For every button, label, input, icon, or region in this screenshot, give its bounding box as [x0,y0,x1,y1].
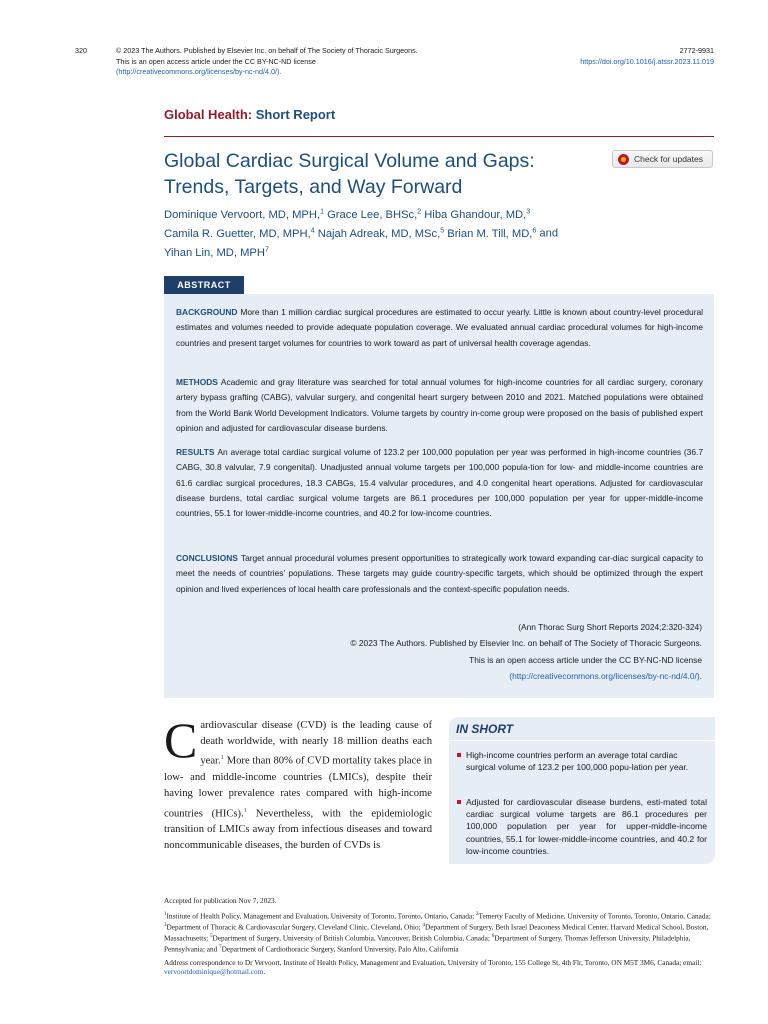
abstract-background [176,305,703,351]
abstract-license-end: . [699,670,702,681]
author[interactable]: Hiba Ghandour, MD,$^3$ [424,208,531,221]
background-text: More than 1 million cardiac surgical procedures are estimated to occur yearly. Little is known about country-level procedural estimates and volumes needed to provide adequate population coverage. We evaluated annual cardiac procedural volumes for high-income countries and present target volumes for countries to work toward as part of universal health coverage agendas. [176,307,703,348]
author[interactable]: Dominique Vervoort, MD, MPH,$^1$ [164,208,324,221]
authors-and: and [539,227,559,240]
bullet-square-icon [457,753,461,757]
header-ids [580,46,714,67]
intro-text-c: Nevertheless, with the epidemiologic transition of LMICs away from infectious diseases and toward noncommunicable diseases, the burden of CVDs is [164,808,432,852]
abstract-methods [176,375,703,436]
title-line-2: Trends, Targets, and Way Forward [164,176,463,198]
in-short-divider [449,740,715,741]
abstract-citation-block [222,619,702,684]
title-divider [164,136,714,137]
section-main: Global Health: [164,107,253,122]
results-text: An average total cardiac surgical volume of 123.2 per 100,000 population per year was performed in high-income countries (36.7 CABG, 30.8 valvular, 7.9 congenital). Unadjusted annual volume targets per 100,000 popula-tion for low- and middle-income countries are 61.6 cardiac surgical procedures, 18.3 CABGs, 15.4 valvular procedures, and 4.0 congenital heart operations. Adjusted for cardiovascular disease burdens, total cardiac surgical volume targets are 86.1 procedures per 100,000 population per year for upper-middle-income countries, 55.1 for lower-middle-income countries, and 40.2 for low-income countries. [176,447,703,519]
author[interactable]: Grace Lee, BHSc,$^2$ [327,208,422,221]
in-short-title: IN SHORT [456,722,514,736]
abstract-label: ABSTRACT [164,276,244,294]
header-license-block [116,46,516,78]
header-license-link[interactable]: (http://creativecommons.org/licenses/by-nc-nd/4.0/). [116,67,282,76]
background-heading: BACKGROUND [176,307,238,317]
email-link[interactable]: vervoortdominique@hotmail.com [164,967,264,977]
intro-text-b: More than 80% of CVD mortality takes place in low- and middle-income countries (LMICs), despite their having lower prevalence rates compared with high-income countries (HICs). [164,755,432,820]
methods-text: Academic and gray literature was searched for total annual volumes for high-income countries for all cardiac surgery, coronary artery bypass grafting (CABG), valvular surgery, and congenital heart surgery between 2010 and 2021. Matched populations were obtained from the World Bank World Development Indicators. Volume targets by country in-come group were proposed on the basis of published expert opinion and adjusted for cardiovascular disease burdens. [176,377,703,433]
footnotes [164,896,716,981]
header-copyright: © 2023 The Authors. Published by Elsevier Inc. on behalf of The Society of Thoracic Surgeons. [116,46,418,55]
article-title [164,148,604,200]
author[interactable]: Najah Adreak, MD, MSc,$^5$ [317,227,445,240]
conclusions-text: Target annual procedural volumes present opportunities to strategically work toward expanding car-diac surgical capacity to meet the needs of countries’ populations. These targets may guide country-specific targets, which should be optimized through the expert opinion and lived experiences of local health care professionals and the context-specific population needs. [176,553,703,594]
bullet-square-icon [457,800,461,804]
check-for-updates-label: Check for updates [634,154,703,164]
author[interactable]: Camila R. Guetter, MD, MPH,$^4$ [164,227,315,240]
intro-text-a: ardiovascular disease (CVD) is the leading cause of death worldwide, with nearly 18 million deaths each year. [200,720,432,767]
affiliations: $^1$Institute of Health Policy, Management and Evaluation, University of Toronto, Toronto, Ontario, Canada; $^2$Temerty Faculty of Medicine, University of Toronto, Toronto, Ontario, Canada; $^3$Department of Thoracic & Cardiovascular Surgery, Cleveland Clinic, Cleveland, Ohio; $^4$Department of Surgery, Beth Israel Deaconess Medical Center, Harvard Medical School, Boston, Massachusetts; $^5$Department of Surgery, University of British Columbia, Vancouver, British Columbia, Canada; $^6$Department of Surgery, Thomas Jefferson University, Philadelphia, Pennsylvania; and $^7$Department of Cardiothoracic Surgery, Stanford University, Palo Alto, California [164,911,711,954]
header-license: This is an open access article under the CC BY-NC-ND license [116,56,316,66]
reference-link[interactable]: 1 [220,754,224,762]
section-sub: Short Report [255,107,336,122]
abstract-copyright: © 2023 The Authors. Published by Elsevier Inc. on behalf of The Society of Thoracic Surgeons. [350,638,702,649]
methods-heading: METHODS [176,377,218,387]
in-short-bullet [457,749,707,773]
results-heading: RESULTS [176,447,215,457]
in-short-bullet [457,796,707,857]
author[interactable]: Yihan Lin, MD, MPH$^7$ [164,246,269,260]
bullet-text: High-income countries perform an average total cardiac surgical volume of 123.2 per 100,000 popu-lation per year. [466,750,689,773]
drop-cap: C [164,712,198,768]
correspondence: Address correspondence to Dr Vervoort, Institute of Health Policy, Management and Evaluation, University of Toronto, 155 College St, 4th Flr, Toronto, ON M5T 3M6, Canada; email: vervoortdominique@hotmail.com. [164,957,702,977]
abstract-results [176,445,703,521]
crossmark-icon [618,154,629,165]
journal-citation: (Ann Thorac Surg Short Reports 2024;2:320-324) [518,622,702,632]
abstract-license: This is an open access article under the CC BY-NC-ND license [469,654,702,665]
conclusions-heading: CONCLUSIONS [176,553,238,563]
title-line-1: Global Cardiac Surgical Volume and Gaps: [164,150,535,172]
check-for-updates-button[interactable] [612,150,713,168]
page-number: 320 [75,46,87,55]
intro-paragraph [164,712,432,855]
section-label [164,107,335,122]
abstract-license-link[interactable]: (http://creativecommons.org/licenses/by-nc-nd/4.0/) [509,670,700,681]
author-list [164,204,684,262]
issn: 2772-9931 [679,46,714,55]
accepted-date: Accepted for publication Nov 7, 2023. [164,896,277,905]
author[interactable]: Brian M. Till, MD,$^6$ [447,227,537,240]
bullet-text: Adjusted for cardiovascular disease burdens, esti-mated total cardiac surgical volume targets are 86.1 procedures per 100,000 population per year for upper-middle-income countries, 55.1 for lower-middle-income countries, and 40.2 for low-income countries. [466,797,707,856]
doi-link[interactable]: https://doi.org/10.1016/j.atssr.2023.11.019 [580,56,714,66]
abstract-conclusions [176,551,703,597]
reference-link[interactable]: 1 [243,806,247,814]
